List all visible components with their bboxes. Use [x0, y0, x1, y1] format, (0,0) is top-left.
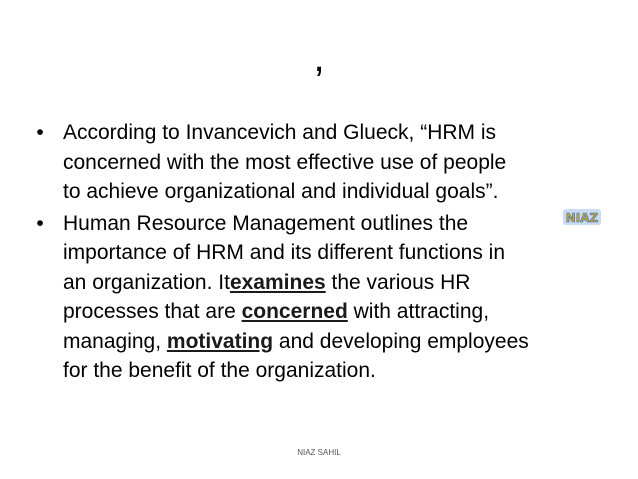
text-run: processes that are	[63, 300, 242, 323]
bullet-line: importance of HRM and its different functions in	[63, 241, 505, 264]
niaz-logo-icon	[562, 207, 602, 227]
text-run: an organization. It	[63, 270, 230, 294]
bullet-dot: •	[36, 211, 44, 235]
keyword-concerned: concerned	[241, 300, 348, 323]
slide-title: ,	[313, 36, 325, 80]
bullet-line	[63, 268, 610, 298]
bullet-line: concerned with the most effective use of people	[63, 150, 507, 174]
text-run: with attracting,	[347, 300, 490, 323]
text-run: the various HR	[325, 270, 471, 294]
bullet-list	[30, 118, 610, 388]
bullet-line	[63, 327, 610, 357]
keyword-examines: examines	[229, 270, 326, 294]
slide-footer: NIAZ SAHIL	[297, 448, 341, 457]
text-run: managing,	[63, 329, 167, 353]
text-run: and developing employees	[273, 329, 529, 353]
bullet-line: to achieve organizational and individual goals”.	[63, 180, 499, 203]
bullet-line	[63, 297, 610, 327]
keyword-motivating: motivating	[166, 329, 274, 353]
bullet-item	[30, 118, 610, 207]
bullet-line: for the benefit of the organization.	[63, 359, 376, 382]
bullet-line: According to Invancevich and Glueck, “HRM is	[63, 121, 497, 144]
bullet-line: Human Resource Management outlines the	[63, 211, 469, 235]
bullet-dot: •	[36, 121, 44, 144]
bullet-item	[30, 209, 610, 386]
svg-text:NIAZ: NIAZ	[565, 211, 599, 225]
